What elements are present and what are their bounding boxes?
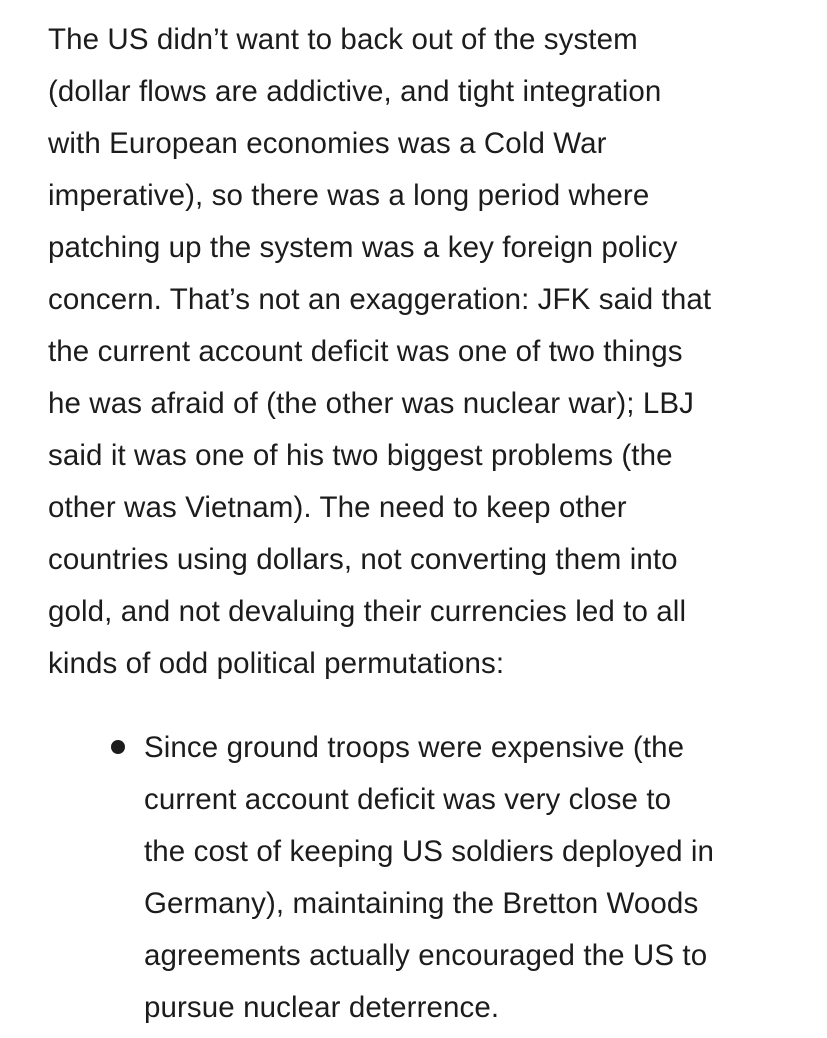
paragraph-line: kinds of odd political permutations: <box>48 647 505 680</box>
paragraph-line: The US didn’t want to back out of the system <box>48 23 638 56</box>
paragraph-line: said it was one of his two biggest problems (the <box>48 439 673 472</box>
bullet-line: Since ground troops were expensive (the <box>144 731 685 764</box>
bullet-dot-icon <box>111 740 125 754</box>
paragraph-line: imperative), so there was a long period where <box>48 179 650 212</box>
paragraph-line: gold, and not devaluing their currencies led to all <box>48 595 687 628</box>
bullet-line: pursue nuclear deterrence. <box>144 991 500 1024</box>
bullet-line: Germany), maintaining the Bretton Woods <box>144 887 699 920</box>
bullet-line: current account deficit was very close to <box>144 783 672 816</box>
paragraph-line: patching up the system was a key foreign policy <box>48 231 678 264</box>
paragraph-line: other was Vietnam). The need to keep other <box>48 491 627 524</box>
paragraph-line: concern. That’s not an exaggeration: JFK said that <box>48 283 712 316</box>
paragraph-line: (dollar flows are addictive, and tight integration <box>48 75 662 108</box>
paragraph-line: he was afraid of (the other was nuclear war); LBJ <box>48 387 695 420</box>
bullet-line: agreements actually encouraged the US to <box>144 939 708 972</box>
paragraph-line: countries using dollars, not converting them into <box>48 543 678 576</box>
bullet-line: the cost of keeping US soldiers deployed in <box>144 835 715 868</box>
paragraph-line: with European economies was a Cold War <box>48 127 607 160</box>
paragraph-line: the current account deficit was one of two things <box>48 335 683 368</box>
